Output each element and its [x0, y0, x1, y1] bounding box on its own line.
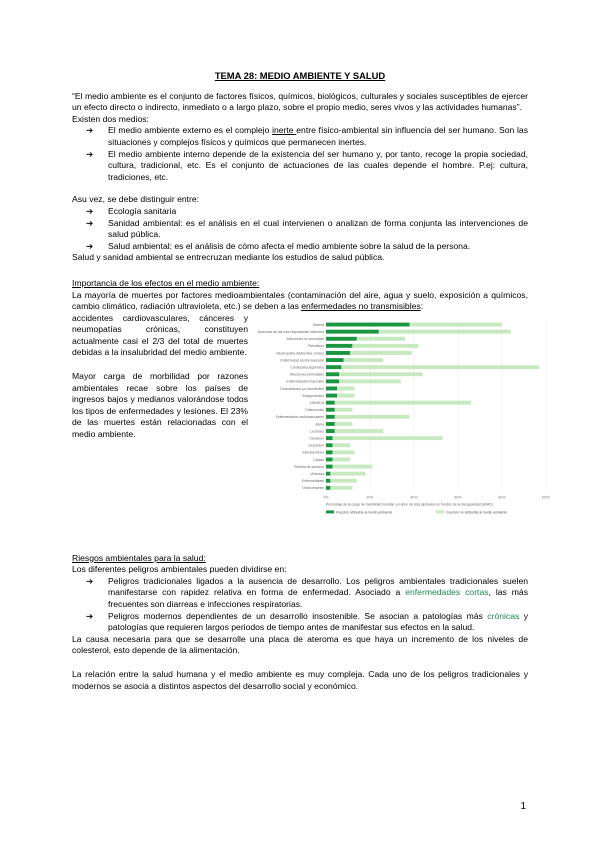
highlight-green: enfermedades cortas — [405, 587, 489, 598]
riesgos-list — [72, 576, 528, 634]
bar-non-attributable — [410, 322, 502, 326]
bar-non-attributable — [337, 393, 355, 397]
left-paragraph-2: Mayor carga de morbilidad por razones ambientales recae sobre los países de ingresos bajos y medianos valorándose todos los tipos de enfermedades y lesiones. El 23% de las muertes están relacionadas con el medio ambiente. — [72, 371, 248, 440]
arrow-icon: ➔ — [86, 217, 94, 228]
bar-attributable — [326, 429, 335, 433]
chart-caption: Porcentaje de la carga de morbilidad mundial, en años de vida ajustados en función de la discapacidad (AVAD) — [326, 502, 493, 507]
document-page — [72, 70, 550, 692]
category-label: Depresión — [308, 443, 324, 448]
importancia-left-text — [72, 313, 248, 441]
category-label: Enfermedades tropicales — [286, 379, 324, 384]
bar-attributable — [326, 457, 333, 461]
legend-swatch — [326, 510, 334, 513]
bar-attributable — [326, 478, 330, 482]
bar-non-attributable — [330, 471, 365, 475]
category-label: Asma — [315, 421, 324, 426]
page-title: TEMA 28: MEDIO AMBIENTE Y SALUD — [214, 70, 386, 81]
section-heading-importancia: Importancia de los efectos en el medio ambiente: — [72, 277, 260, 288]
underlined-term: inerte — [272, 125, 297, 136]
bar-non-attributable — [379, 329, 511, 333]
category-label: Violencia — [310, 471, 324, 476]
legend-label: Fracción no atribuible al medio ambiente — [446, 510, 508, 515]
bar-non-attributable — [333, 457, 351, 461]
bar-attributable — [326, 486, 330, 490]
category-label: Pérdida de audición — [294, 464, 324, 469]
bar-non-attributable — [335, 422, 353, 426]
bar-non-attributable — [352, 344, 418, 348]
category-label: Traumatismos por accidentes — [279, 386, 324, 391]
category-label: VIH/SIDA — [309, 400, 324, 405]
category-label: Caídas — [313, 457, 324, 462]
definition-quote: “El medio ambiente es el conjunto de factores físicos, químicos, biológicos, culturales y sociales susceptibles de ejercer un efecto directo o indirecto, inmediato o a largo plazo, sobre el propio medio, seres vivos y las actividades humanas”. — [72, 90, 528, 113]
category-label: Neumopatía obstructiva crónica — [276, 350, 324, 355]
category-label: Afecciones perinatales — [289, 372, 324, 377]
bar-non-attributable — [330, 478, 356, 482]
bar-attributable — [326, 436, 333, 440]
bar-non-attributable — [335, 415, 410, 419]
x-tick-label: 40% — [410, 495, 418, 500]
distinguish-closing: Salud y sanidad ambiental se entrecruzan mediante los estudios de salud pública. — [72, 252, 385, 263]
highlight-green: crónicas — [487, 610, 520, 621]
legend-swatch — [436, 510, 444, 513]
bar-attributable — [326, 372, 339, 376]
arrow-icon: ➔ — [86, 240, 94, 251]
bar-non-attributable — [344, 358, 384, 362]
bar-attributable — [326, 336, 357, 340]
category-label: Intoxicaciones — [302, 450, 324, 455]
arrow-icon: ➔ — [86, 575, 94, 586]
underlined-term: enfermedades no transmisibles — [301, 301, 421, 312]
legend-label: Fracción atribuible al medio ambiente — [336, 510, 393, 515]
morbidity-chart — [258, 319, 550, 537]
exist-label: Existen dos medios: — [72, 113, 149, 124]
page-number: 1 — [520, 801, 526, 812]
category-label: Afecciones no conocidas — [286, 336, 324, 341]
chart-svg — [258, 319, 550, 537]
distinguish-list — [72, 206, 528, 252]
x-tick-label: 60% — [454, 495, 462, 500]
ateroma-paragraph: La causa necesaria para que se desarrolle una placa de ateroma es que haya un incremento de los niveles de colesterol, esto depende de la alimentación. — [72, 633, 528, 656]
category-label: Cardiopatía isquémica — [290, 365, 324, 370]
bar-attributable — [326, 358, 344, 362]
bar-non-attributable — [339, 372, 423, 376]
bar-attributable — [326, 464, 333, 468]
arrow-icon: ➔ — [86, 125, 94, 136]
bar-non-attributable — [335, 429, 383, 433]
bar-attributable — [326, 471, 330, 475]
category-label: Enfermedades — [301, 478, 324, 483]
x-tick-label: 100% — [541, 495, 550, 500]
bar-non-attributable — [337, 386, 355, 390]
bar-non-attributable — [335, 400, 471, 404]
bar-attributable — [326, 450, 333, 454]
bar-attributable — [326, 322, 410, 326]
list-item: ➔ Ecología sanitaria — [86, 205, 177, 216]
category-label: Ahogamientos — [302, 393, 324, 398]
arrow-icon: ➔ — [86, 205, 94, 216]
bar-non-attributable — [341, 365, 539, 369]
category-label: Infecciones de las vías respiratorias inferiores — [258, 329, 324, 334]
x-tick-label: 0% — [323, 495, 329, 500]
bar-attributable — [326, 422, 335, 426]
distinguish-label: Asu vez, se debe distinguir entre: — [72, 194, 200, 205]
left-paragraph-1: accidentes cardiovasculares, cánceres y neumopatías crónicas, constituyen actualmente casi el 2/3 del total de muertes debidas a la insalubridad del medio ambiente. — [72, 312, 248, 358]
bar-non-attributable — [333, 436, 443, 440]
bar-attributable — [326, 379, 339, 383]
importancia-paragraph: La mayoría de muertes por factores medioambientales (contaminación del aire, agua y suelo, exposición a químicos, cambio climático, radiación ultravioleta, etc.) se deben a las enfermedades no transmisibles: — [72, 289, 528, 312]
bar-non-attributable — [333, 443, 351, 447]
bar-attributable — [326, 415, 335, 419]
section-heading-riesgos: Riesgos ambientales para la salud: — [72, 552, 206, 563]
x-tick-label: 20% — [366, 495, 374, 500]
bar-non-attributable — [333, 450, 355, 454]
media-list — [72, 125, 528, 183]
category-label: Otras lesiones — [302, 485, 324, 490]
arrow-icon: ➔ — [86, 610, 94, 621]
bar-attributable — [326, 351, 350, 355]
bar-non-attributable — [333, 464, 373, 468]
bar-attributable — [326, 365, 341, 369]
list-item: ➔ Sanidad ambiental: es el análisis en el cual intervienen o analizan de forma conjunta las intervenciones de salud pública. — [86, 217, 528, 240]
importancia-columns — [72, 312, 550, 537]
bar-attributable — [326, 393, 337, 397]
bar-attributable — [326, 407, 335, 411]
list-item: ➔ Peligros tradicionales ligados a la ausencia de desarrollo. Los peligros ambientales tradicionales suelen manifestarse con rapidez relativa en forma de enfermedad. Asociado a enfermedades cortas, las más frecuentes son diarreas e infecciones respiratorias. — [86, 575, 529, 610]
riesgos-intro: Los diferentes peligros ambientales pueden dividirse en: — [72, 564, 287, 575]
category-label: Diarrea — [312, 322, 324, 327]
bar-attributable — [326, 400, 335, 404]
bar-non-attributable — [339, 379, 401, 383]
x-tick-label: 80% — [498, 495, 506, 500]
bar-attributable — [326, 443, 333, 447]
bar-non-attributable — [335, 407, 353, 411]
bar-non-attributable — [350, 351, 412, 355]
category-label: Cánceres — [309, 436, 324, 441]
bar-attributable — [326, 344, 352, 348]
category-label: Tuberculosis — [304, 407, 324, 412]
list-item: ➔ Peligros modernos dependientes de un desarrollo insostenible. Se asocian a patologías más crónicas y patologías que requieren largos periodos de tiempo antes de manifestar sus efectos en la salud. — [86, 610, 528, 633]
category-label: Enfermedades cardiovasculares — [275, 414, 324, 419]
category-label: Paludismo — [308, 343, 324, 348]
relacion-paragraph: La relación entre la salud humana y el medio ambiente es muy compleja. Cada uno de los peligros tradicionales y modernos se asocia a distintos aspectos del desarrollo social y económico. — [72, 669, 528, 691]
list-item: ➔ El medio ambiente interno depende de la existencia del ser humano y, por tanto, recoge la propia sociedad, cultura, tradicional, etc. Es el conjunto de actuaciones de las cuales depende el hombre. P.ej: cultura, tradiciones, etc. — [86, 148, 528, 182]
list-item: ➔ El medio ambiente externo es el complejo inerte entre físico-ambiental sin influencia del ser humano. Son las situaciones y complejos físicos y químicos que permanecen inertes. — [86, 125, 529, 147]
category-label: Lesiones — [310, 429, 324, 434]
list-item: ➔ Salud ambiental: es el análisis de cómo afecta el medio ambiente sobre la salud de la persona. — [86, 240, 471, 251]
bar-non-attributable — [330, 486, 352, 490]
bar-attributable — [326, 386, 337, 390]
bar-non-attributable — [357, 336, 405, 340]
category-label: Enfermedad cerebrovascular — [280, 358, 324, 363]
arrow-icon: ➔ — [86, 148, 94, 159]
bar-attributable — [326, 329, 379, 333]
